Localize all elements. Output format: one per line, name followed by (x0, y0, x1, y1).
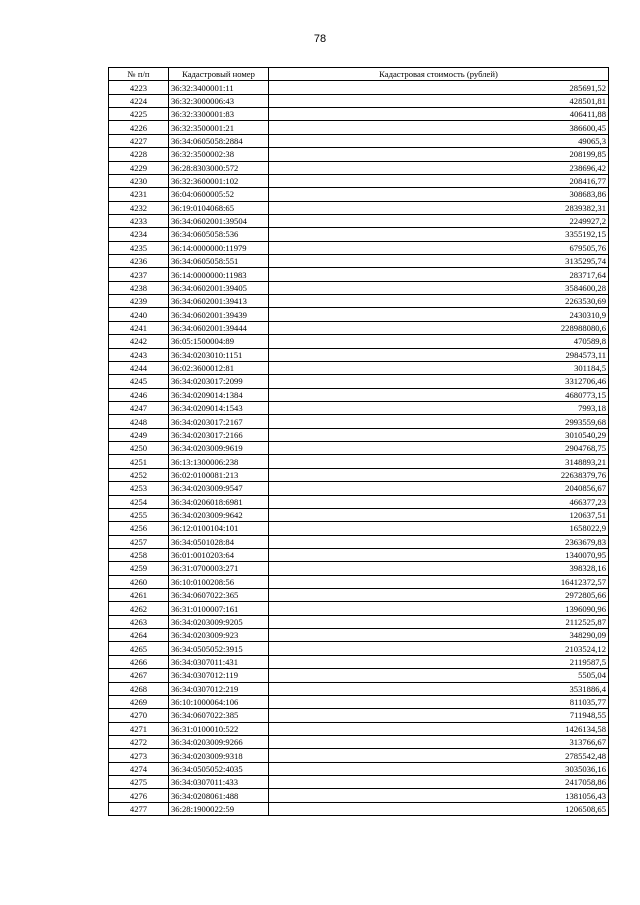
table-row (109, 321, 609, 334)
row-number-cell: 4275 (109, 776, 169, 789)
cadastral-value-cell: 3148893,21 (269, 455, 609, 468)
cadastral-number-cell: 36:04:0600005:52 (169, 188, 269, 201)
cadastral-value-cell: 2972805,66 (269, 589, 609, 602)
cadastral-value-cell: 3355192,15 (269, 228, 609, 241)
cadastral-value-cell: 2249927,2 (269, 214, 609, 227)
cadastral-number-cell: 36:34:0209014:1543 (169, 401, 269, 414)
cadastral-value-cell: 208416,77 (269, 174, 609, 187)
table-row (109, 802, 609, 815)
cadastral-value-cell: 7993,18 (269, 401, 609, 414)
cadastral-value-cell: 2417058,86 (269, 776, 609, 789)
cadastral-value-cell: 3584600,28 (269, 281, 609, 294)
table-row (109, 455, 609, 468)
header-cadastral-value: Кадастровая стоимость (рублей) (269, 68, 609, 81)
table-row (109, 749, 609, 762)
cadastral-value-table (108, 67, 609, 816)
row-number-cell: 4237 (109, 268, 169, 281)
table-row (109, 428, 609, 441)
table-row (109, 709, 609, 722)
table-row (109, 789, 609, 802)
cadastral-value-cell: 285691,52 (269, 81, 609, 94)
cadastral-number-cell: 36:34:0209014:1384 (169, 388, 269, 401)
table-row (109, 562, 609, 575)
cadastral-number-cell: 36:10:1000064:106 (169, 695, 269, 708)
cadastral-number-cell: 36:34:0203017:2099 (169, 375, 269, 388)
row-number-cell: 4263 (109, 615, 169, 628)
cadastral-number-cell: 36:34:0607022:365 (169, 589, 269, 602)
cadastral-value-cell: 2103524,12 (269, 642, 609, 655)
table-row (109, 214, 609, 227)
cadastral-value-cell: 348290,09 (269, 629, 609, 642)
table-row (109, 174, 609, 187)
cadastral-value-cell: 398328,16 (269, 562, 609, 575)
cadastral-number-cell: 36:12:0100104:101 (169, 522, 269, 535)
row-number-cell: 4228 (109, 148, 169, 161)
table-body (109, 81, 609, 816)
cadastral-number-cell: 36:32:3400001:11 (169, 81, 269, 94)
cadastral-value-cell: 811035,77 (269, 695, 609, 708)
table-row (109, 255, 609, 268)
table-row (109, 375, 609, 388)
row-number-cell: 4258 (109, 548, 169, 561)
row-number-cell: 4238 (109, 281, 169, 294)
table-row (109, 468, 609, 481)
table-row (109, 508, 609, 521)
cadastral-number-cell: 36:01:0010203:64 (169, 548, 269, 561)
row-number-cell: 4249 (109, 428, 169, 441)
table-row (109, 268, 609, 281)
row-number-cell: 4243 (109, 348, 169, 361)
table-row (109, 108, 609, 121)
cadastral-value-cell: 2119587,5 (269, 655, 609, 668)
cadastral-number-cell: 36:34:0307011:433 (169, 776, 269, 789)
cadastral-number-cell: 36:34:0602001:39405 (169, 281, 269, 294)
table-row (109, 776, 609, 789)
table-row (109, 295, 609, 308)
cadastral-value-cell: 4680773,15 (269, 388, 609, 401)
row-number-cell: 4259 (109, 562, 169, 575)
row-number-cell: 4264 (109, 629, 169, 642)
table-row (109, 361, 609, 374)
cadastral-number-cell: 36:34:0203017:2166 (169, 428, 269, 441)
row-number-cell: 4231 (109, 188, 169, 201)
table-row (109, 281, 609, 294)
cadastral-value-cell: 1396090,96 (269, 602, 609, 615)
table-row (109, 442, 609, 455)
cadastral-value-cell: 470589,8 (269, 335, 609, 348)
table-row (109, 482, 609, 495)
cadastral-number-cell: 36:34:0505052:3915 (169, 642, 269, 655)
table-row (109, 81, 609, 94)
table-row (109, 134, 609, 147)
cadastral-value-cell: 2993559,68 (269, 415, 609, 428)
cadastral-value-cell: 386600,45 (269, 121, 609, 134)
cadastral-value-cell: 49065,3 (269, 134, 609, 147)
row-number-cell: 4232 (109, 201, 169, 214)
row-number-cell: 4251 (109, 455, 169, 468)
page-number: 78 (313, 33, 327, 45)
row-number-cell: 4236 (109, 255, 169, 268)
cadastral-value-cell: 2430310,9 (269, 308, 609, 321)
cadastral-value-cell: 1340070,95 (269, 548, 609, 561)
cadastral-number-cell: 36:31:0100010:522 (169, 722, 269, 735)
row-number-cell: 4242 (109, 335, 169, 348)
table-row (109, 415, 609, 428)
row-number-cell: 4233 (109, 214, 169, 227)
cadastral-value-cell: 16412372,57 (269, 575, 609, 588)
row-number-cell: 4225 (109, 108, 169, 121)
row-number-cell: 4266 (109, 655, 169, 668)
cadastral-number-cell: 36:34:0307012:219 (169, 682, 269, 695)
row-number-cell: 4273 (109, 749, 169, 762)
cadastral-number-cell: 36:31:0700003:271 (169, 562, 269, 575)
cadastral-value-cell: 2112525,87 (269, 615, 609, 628)
table-row (109, 548, 609, 561)
table-row (109, 228, 609, 241)
table-row (109, 602, 609, 615)
cadastral-number-cell: 36:14:0000000:11983 (169, 268, 269, 281)
row-number-cell: 4239 (109, 295, 169, 308)
cadastral-value-cell: 466377,23 (269, 495, 609, 508)
cadastral-value-cell: 283717,64 (269, 268, 609, 281)
cadastral-value-cell: 1426134,58 (269, 722, 609, 735)
cadastral-number-cell: 36:34:0203009:9547 (169, 482, 269, 495)
cadastral-value-cell: 2040856,67 (269, 482, 609, 495)
row-number-cell: 4252 (109, 468, 169, 481)
cadastral-value-cell: 22638379,76 (269, 468, 609, 481)
cadastral-value-cell: 3312706,46 (269, 375, 609, 388)
cadastral-number-cell: 36:02:3600012:81 (169, 361, 269, 374)
table-row (109, 722, 609, 735)
table-row (109, 762, 609, 775)
cadastral-number-cell: 36:32:3500001:21 (169, 121, 269, 134)
cadastral-number-cell: 36:34:0203017:2167 (169, 415, 269, 428)
table-row (109, 308, 609, 321)
cadastral-number-cell: 36:28:1900022:59 (169, 802, 269, 815)
cadastral-value-cell: 406411,88 (269, 108, 609, 121)
cadastral-value-cell: 1658022,9 (269, 522, 609, 535)
cadastral-number-cell: 36:32:3500002:38 (169, 148, 269, 161)
cadastral-number-cell: 36:34:0203009:9266 (169, 735, 269, 748)
row-number-cell: 4226 (109, 121, 169, 134)
cadastral-value-cell: 1206508,65 (269, 802, 609, 815)
cadastral-value-cell: 679505,76 (269, 241, 609, 254)
cadastral-number-cell: 36:34:0203009:9318 (169, 749, 269, 762)
table-row (109, 161, 609, 174)
row-number-cell: 4276 (109, 789, 169, 802)
table-row (109, 615, 609, 628)
cadastral-number-cell: 36:34:0501028:84 (169, 535, 269, 548)
cadastral-value-cell: 208199,85 (269, 148, 609, 161)
cadastral-number-cell: 36:14:0000000:11979 (169, 241, 269, 254)
cadastral-number-cell: 36:05:1500004:89 (169, 335, 269, 348)
cadastral-number-cell: 36:34:0206018:6981 (169, 495, 269, 508)
table-row (109, 589, 609, 602)
row-number-cell: 4267 (109, 669, 169, 682)
table-row (109, 629, 609, 642)
cadastral-value-cell: 313766,67 (269, 735, 609, 748)
cadastral-value-cell: 3010540,29 (269, 428, 609, 441)
table-row (109, 121, 609, 134)
row-number-cell: 4268 (109, 682, 169, 695)
table-row (109, 388, 609, 401)
cadastral-number-cell: 36:34:0307012:119 (169, 669, 269, 682)
row-number-cell: 4265 (109, 642, 169, 655)
cadastral-value-cell: 301184,5 (269, 361, 609, 374)
cadastral-value-cell: 2984573,11 (269, 348, 609, 361)
table-row (109, 495, 609, 508)
table-row (109, 188, 609, 201)
cadastral-value-cell: 238696,42 (269, 161, 609, 174)
cadastral-number-cell: 36:32:3300001:83 (169, 108, 269, 121)
cadastral-value-cell: 2363679,83 (269, 535, 609, 548)
cadastral-value-cell: 1381056,43 (269, 789, 609, 802)
cadastral-number-cell: 36:19:0104068:65 (169, 201, 269, 214)
table-row (109, 335, 609, 348)
table-row (109, 522, 609, 535)
cadastral-number-cell: 36:02:0100081:213 (169, 468, 269, 481)
cadastral-number-cell: 36:34:0307011:431 (169, 655, 269, 668)
cadastral-value-cell: 2785542,48 (269, 749, 609, 762)
header-cadastral-number: Кадастровый номер (169, 68, 269, 81)
header-row-number: № п/п (109, 68, 169, 81)
row-number-cell: 4260 (109, 575, 169, 588)
row-number-cell: 4227 (109, 134, 169, 147)
cadastral-value-cell: 3035036,16 (269, 762, 609, 775)
row-number-cell: 4240 (109, 308, 169, 321)
table-row (109, 655, 609, 668)
cadastral-number-cell: 36:32:3600001:102 (169, 174, 269, 187)
table-row (109, 201, 609, 214)
row-number-cell: 4262 (109, 602, 169, 615)
cadastral-value-cell: 3135295,74 (269, 255, 609, 268)
table-row (109, 535, 609, 548)
cadastral-number-cell: 36:34:0605058:551 (169, 255, 269, 268)
cadastral-number-cell: 36:34:0607022:385 (169, 709, 269, 722)
table-row (109, 348, 609, 361)
cadastral-value-cell: 2839382,31 (269, 201, 609, 214)
cadastral-value-cell: 3531886,4 (269, 682, 609, 695)
table-row (109, 642, 609, 655)
row-number-cell: 4277 (109, 802, 169, 815)
table-row (109, 148, 609, 161)
row-number-cell: 4244 (109, 361, 169, 374)
cadastral-number-cell: 36:34:0602001:39413 (169, 295, 269, 308)
row-number-cell: 4245 (109, 375, 169, 388)
row-number-cell: 4274 (109, 762, 169, 775)
row-number-cell: 4253 (109, 482, 169, 495)
cadastral-number-cell: 36:34:0208061:488 (169, 789, 269, 802)
table-row (109, 241, 609, 254)
row-number-cell: 4229 (109, 161, 169, 174)
row-number-cell: 4223 (109, 81, 169, 94)
cadastral-number-cell: 36:28:8303000:572 (169, 161, 269, 174)
table-row (109, 94, 609, 107)
cadastral-number-cell: 36:13:1300006:238 (169, 455, 269, 468)
row-number-cell: 4254 (109, 495, 169, 508)
cadastral-number-cell: 36:34:0203009:9205 (169, 615, 269, 628)
cadastral-value-cell: 711948,55 (269, 709, 609, 722)
cadastral-value-cell: 428501,81 (269, 94, 609, 107)
row-number-cell: 4248 (109, 415, 169, 428)
row-number-cell: 4241 (109, 321, 169, 334)
cadastral-number-cell: 36:34:0602001:39439 (169, 308, 269, 321)
row-number-cell: 4246 (109, 388, 169, 401)
table-row (109, 575, 609, 588)
cadastral-number-cell: 36:34:0605058:536 (169, 228, 269, 241)
cadastral-number-cell: 36:32:3000006:43 (169, 94, 269, 107)
row-number-cell: 4271 (109, 722, 169, 735)
row-number-cell: 4224 (109, 94, 169, 107)
cadastral-number-cell: 36:34:0505052:4035 (169, 762, 269, 775)
table-row (109, 695, 609, 708)
row-number-cell: 4255 (109, 508, 169, 521)
cadastral-number-cell: 36:34:0605058:2884 (169, 134, 269, 147)
cadastral-number-cell: 36:34:0602001:39444 (169, 321, 269, 334)
row-number-cell: 4269 (109, 695, 169, 708)
row-number-cell: 4272 (109, 735, 169, 748)
table-row (109, 682, 609, 695)
cadastral-value-cell: 2904768,75 (269, 442, 609, 455)
cadastral-value-cell: 308683,86 (269, 188, 609, 201)
cadastral-number-cell: 36:10:0100208:56 (169, 575, 269, 588)
cadastral-number-cell: 36:34:0203010:1151 (169, 348, 269, 361)
cadastral-number-cell: 36:34:0203009:9642 (169, 508, 269, 521)
row-number-cell: 4256 (109, 522, 169, 535)
cadastral-value-cell: 120637,51 (269, 508, 609, 521)
table-row (109, 401, 609, 414)
row-number-cell: 4257 (109, 535, 169, 548)
row-number-cell: 4230 (109, 174, 169, 187)
cadastral-number-cell: 36:34:0602001:39504 (169, 214, 269, 227)
row-number-cell: 4234 (109, 228, 169, 241)
row-number-cell: 4235 (109, 241, 169, 254)
row-number-cell: 4270 (109, 709, 169, 722)
cadastral-value-cell: 5505,04 (269, 669, 609, 682)
cadastral-value-cell: 228988080,6 (269, 321, 609, 334)
cadastral-number-cell: 36:34:0203009:923 (169, 629, 269, 642)
table-header-row (109, 68, 609, 81)
table-row (109, 669, 609, 682)
row-number-cell: 4250 (109, 442, 169, 455)
table-row (109, 735, 609, 748)
cadastral-number-cell: 36:31:0100007:161 (169, 602, 269, 615)
cadastral-number-cell: 36:34:0203009:9619 (169, 442, 269, 455)
cadastral-value-cell: 2263530,69 (269, 295, 609, 308)
row-number-cell: 4247 (109, 401, 169, 414)
row-number-cell: 4261 (109, 589, 169, 602)
